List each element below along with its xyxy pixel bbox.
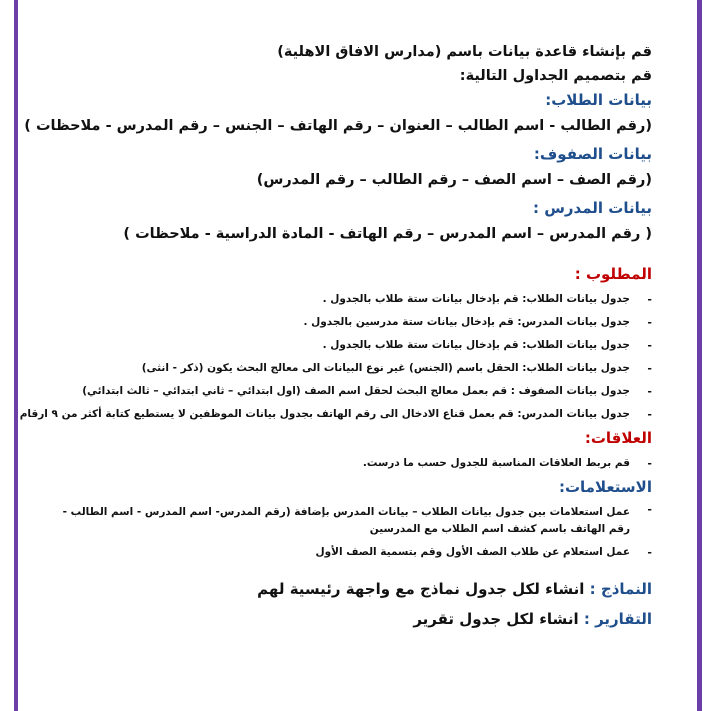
list-item: - قم بربط العلاقات المناسبة للجدول حسب ما درست. <box>362 457 652 470</box>
intro-line-2: قم بتصميم الجداول التالية: <box>459 68 652 84</box>
forms-label: النماذج : <box>589 580 652 598</box>
forms-line <box>40 574 652 604</box>
intro-line-1: قم بإنشاء قاعدة بيانات باسم (مدارس الافاق الاهلية) <box>277 44 652 60</box>
list-item: - جدول بيانات الصفوف : قم بعمل معالج البحث لحقل اسم الصف (اول ابتدائي – ثاني ابتدائي – ثالث ابتدائي) <box>82 385 652 398</box>
page-border-left <box>14 0 18 711</box>
forms-text: انشاء لكل جدول نماذج مع واجهة رئيسية لهم <box>257 580 585 598</box>
document-page <box>19 40 652 634</box>
classes-heading: بيانات الصفوف: <box>533 145 652 163</box>
list-item: - عمل استعلامات بين جدول بيانات الطلاب – بيانات المدرس بإضافة (رقم المدرس- اسم المدرس - اسم الطالب - رقم الهاتف باسم كشف اسم الطلاب مع المدرسين <box>62 503 652 535</box>
list-item: - جدول بيانات المدرس: قم بعمل قناع الادخال الى رقم الهاتف بجدول بيانات الموظفين لا يستطيع كتابة أكثر من ٩ ارقام <box>19 408 652 421</box>
classes-fields: (رقم الصف – اسم الصف – رقم الطالب – رقم المدرس) <box>256 172 652 188</box>
page-border-right <box>697 0 702 711</box>
list-item: - عمل استعلام عن طلاب الصف الأول وقم بتسمية الصف الأول <box>315 546 652 559</box>
relations-list <box>40 452 652 475</box>
reports-label: التقارير : <box>583 610 652 628</box>
queries-heading: الاستعلامات: <box>558 478 652 496</box>
students-fields: (رقم الطالب - اسم الطالب – العنوان – رقم الهاتف – الجنس – رقم المدرس - ملاحظات ) <box>24 118 652 134</box>
teachers-heading: بيانات المدرس : <box>533 199 652 217</box>
teachers-fields: ( رقم المدرس – اسم المدرس – رقم الهاتف - المادة الدراسية - ملاحظات ) <box>123 226 652 242</box>
list-item: - جدول بيانات الطلاب: قم بإدخال بيانات ستة طلاب بالجدول . <box>322 339 652 352</box>
reports-line <box>40 604 652 634</box>
queries-list <box>40 501 652 564</box>
required-heading: المطلوب : <box>574 265 652 283</box>
list-item: - جدول بيانات المدرس: قم بإدخال بيانات ستة مدرسين بالجدول . <box>303 316 652 329</box>
students-heading: بيانات الطلاب: <box>545 91 652 109</box>
required-list <box>19 288 652 426</box>
list-item: - جدول بيانات الطلاب: قم بإدخال بيانات ستة طلاب بالجدول . <box>322 293 652 306</box>
list-item: - جدول بيانات الطلاب: الحقل باسم (الجنس) غير نوع البيانات الى معالج البحث يكون (ذكر - انثى) <box>141 362 652 375</box>
reports-text: انشاء لكل جدول تقرير <box>413 610 579 628</box>
relations-heading: العلاقات: <box>584 429 652 447</box>
